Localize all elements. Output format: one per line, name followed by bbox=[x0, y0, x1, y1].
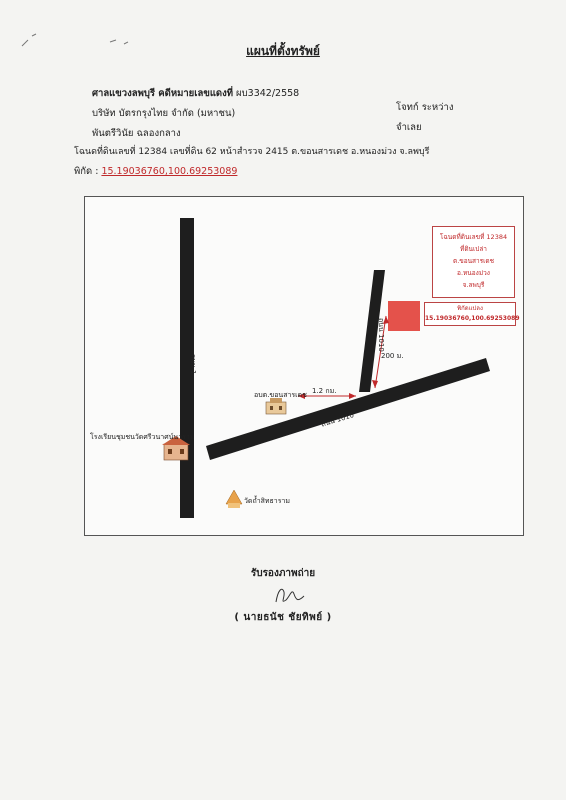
deed-line: โฉนดที่ดินเลขที่ 12384 เลขที่ดิน 62 หน้าสำรวจ 2415 ต.ขอนสารเดช อ.หนองม่วง จ.ลพบุรี bbox=[74, 147, 430, 157]
coord-box-value: 15.19036760,100.69253089 bbox=[425, 315, 520, 322]
parcel-marker bbox=[388, 301, 420, 331]
school-label: โรงเรียนชุมชนวัดศรีวนาศน์นาราม bbox=[90, 433, 195, 441]
parcel-info-box bbox=[432, 226, 515, 298]
temple-label: วัดถ้ำสิทธาราม bbox=[244, 497, 291, 505]
info-line-province: จ.ลพบุรี bbox=[462, 281, 485, 289]
info-line-amphoe: อ.หนองม่วง bbox=[457, 269, 490, 277]
road-diagonal bbox=[206, 358, 490, 460]
distance-200m-label: 200 ม. bbox=[381, 352, 404, 360]
tambon-office-label: อบต.ขอนสารเดช bbox=[254, 391, 307, 399]
defendant-role: จำเลย bbox=[396, 122, 422, 133]
signer-name: ( นายธนัช ชัยทิพย์ ) bbox=[234, 612, 332, 623]
plaintiff-role: โจทก์ ระหว่าง bbox=[396, 102, 454, 113]
scan-specks bbox=[18, 28, 138, 68]
info-line-tambon: ต.ขอนสารเดช bbox=[452, 257, 495, 265]
info-line-type: ที่ดินเปล่า bbox=[460, 245, 487, 253]
signature-mark bbox=[270, 582, 310, 608]
arrow-head-bottom bbox=[372, 380, 378, 388]
arrow-head-right bbox=[349, 393, 356, 399]
coordinate-value: 15.19036760,100.69253089 bbox=[101, 166, 238, 177]
coordinate-label: พิกัด : bbox=[74, 166, 99, 177]
distance-1-2km-label: 1.2 กม. bbox=[312, 387, 337, 395]
info-line-deed: โฉนดที่ดินเลขที่ 12384 bbox=[439, 233, 508, 241]
road-side-label: ถนน 1010 bbox=[377, 318, 385, 352]
road-main-label: ถนน 1 bbox=[189, 354, 197, 375]
parcel-coordinate-box bbox=[424, 302, 520, 326]
road-diagonal-label: ถนน 1010 bbox=[320, 411, 356, 429]
coord-box-title: พิกัดแปลง bbox=[457, 305, 483, 312]
defendant-name: พันตรีวินัย ฉลองกลาง bbox=[92, 128, 181, 139]
case-number: ผบ3342/2558 bbox=[236, 88, 300, 99]
plaintiff-name: บริษัท บัตรกรุงไทย จำกัด (มหาชน) bbox=[92, 108, 236, 119]
page-title: แผนที่ตั้งทรัพย์ bbox=[246, 44, 320, 58]
certification-text: รับรองภาพถ่าย bbox=[250, 568, 316, 579]
temple-icon bbox=[226, 490, 242, 508]
court-name: ศาลแขวงลพบุรี คดีหมายเลขแดงที่ bbox=[92, 88, 234, 99]
